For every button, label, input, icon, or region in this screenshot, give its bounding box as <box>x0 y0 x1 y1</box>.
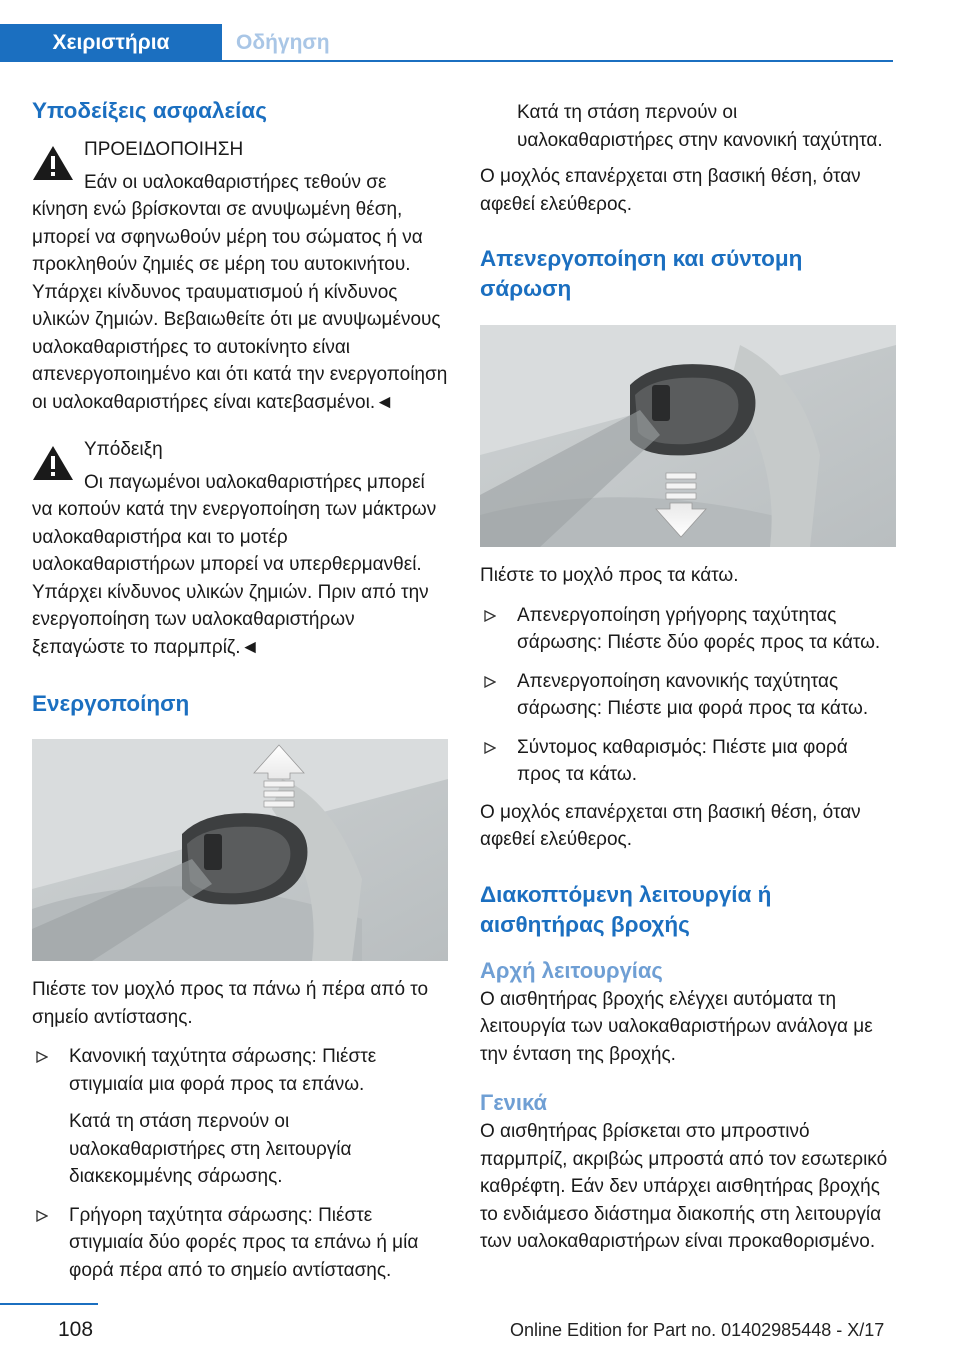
step-subtext-continued: Κατά τη στάση περνούν οι υαλοκαθαριστήρες στην κανονική ταχύτητα. <box>517 102 883 151</box>
heading-general: Γενικά <box>480 1090 548 1115</box>
heading-intermittent: Διακοπτόμενη λειτουργία ή αισθητήρας βροχής <box>480 881 772 937</box>
deactivation-steps <box>480 602 896 789</box>
list-item <box>480 668 896 723</box>
warning-text: κίνηση ενώ βρίσκονται σε ανυψωμένη θέση, μπορεί να σφηνωθούν μέρη του σώματος ή να προκληθούν ζημιές σε μέρη του αυτοκινήτου. Υπάρχει κίνδυνος τραυματισμού ή κίνδυνος υλικών ζημιών. Βεβαιωθείτε ότι με ανυψωμένους υαλοκαθαριστήρες το αυτοκίνητο είναι απενεργοποιημένο και ότι κατά την ενεργοποίηση οι υαλοκαθαριστήρες είναι κατεβασμένοι.◄ <box>32 199 448 413</box>
page-number: 108 <box>58 1318 94 1341</box>
step-subtext: Κατά τη στάση περνούν οι υαλοκαθαριστήρες στη λειτουργία διακεκομμένης σάρωσης. <box>69 1111 352 1187</box>
triangle-bullet-icon <box>36 1051 48 1063</box>
triangle-bullet-icon <box>484 676 496 688</box>
caption-deactivation: Πιέστε το μοχλό προς τα κάτω. <box>480 565 739 586</box>
step-text: Γρήγορη ταχύτητα σάρωσης: Πιέστε στιγμιαία δύο φορές προς τα επάνω ή μία φορά πέρα από το σημείο αντίστασης. <box>69 1204 419 1281</box>
warning-block <box>32 136 448 416</box>
photo-lever-down <box>480 325 896 547</box>
heading-safety: Υποδείξεις ασφαλείας <box>32 98 267 123</box>
header-rule <box>0 60 893 62</box>
principle-text: Ο αισθητήρας βροχής ελέγχει αυτόματα τη λειτουργία των υαλοκαθαριστήρων ανάλογα με την ένταση της βροχής. <box>480 988 873 1065</box>
header-tabbar <box>0 24 893 62</box>
triangle-bullet-icon <box>36 1210 48 1222</box>
heading-principle: Αρχή λειτουργίας <box>480 957 663 983</box>
tab-controls[interactable]: Χειριστήρια <box>0 24 222 62</box>
lever-return-text-2: Ο μοχλός επανέρχεται στη βασική θέση, όταν αφεθεί ελεύθερος. <box>480 801 861 850</box>
tab-driving[interactable]: Οδήγηση <box>236 31 330 54</box>
triangle-bullet-icon <box>484 610 496 622</box>
note-block <box>32 436 448 661</box>
photo-lever-up <box>32 739 448 961</box>
edition-info: Online Edition for Part no. 01402985448 - X/17 <box>510 1320 885 1340</box>
list-item <box>32 1043 448 1191</box>
right-column <box>480 99 896 1256</box>
step-text: Σύντομος καθαρισμός: Πιέστε μια φορά προς τα κάτω. <box>517 736 848 785</box>
step-text: Κανονική ταχύτητα σάρωσης: Πιέστε στιγμιαία μια φορά προς τα επάνω. <box>69 1046 377 1095</box>
left-column <box>32 96 448 1284</box>
warning-triangle-icon <box>32 144 74 182</box>
heading-activation: Ενεργοποίηση <box>32 691 190 716</box>
note-text: να κοπούν κατά την ενεργοποίηση των μάκτρων υαλοκαθαριστήρα και το μοτέρ υαλοκαθαριστήρων μπορεί να υπερθερμανθεί. Υπάρχει κίνδυνος υλικών ζημιών. Πριν από την ενεργοποίηση των υαλοκαθαριστήρων ξεπαγώστε το παρμπρίζ.◄ <box>32 499 437 658</box>
step-text: Απενεργοποίηση κανονικής ταχύτητας σάρωσης: Πιέστε μια φορά προς τα κάτω. <box>517 670 869 719</box>
general-text: Ο αισθητήρας βρίσκεται στο μπροστινό παρμπρίζ, ακριβώς μπροστά από τον εσωτερικό καθρέφτη. Εάν δεν υπάρχει αισθητήρας βροχής το ενδιάμεσο διάστημα διακοπής στη λειτουργία των υαλοκαθαριστήρων είναι προκαθορισμένο. <box>480 1121 888 1252</box>
activation-steps <box>32 1043 448 1284</box>
warning-triangle-icon <box>32 444 74 482</box>
warning-title: ΠΡΟΕΙΔΟΠΟΙΗΣΗ <box>84 139 244 160</box>
lever-return-text: Ο μοχλός επανέρχεται στη βασική θέση, όταν αφεθεί ελεύθερος. <box>480 166 861 215</box>
heading-deactivation: Απενεργοποίηση και σύντομη σάρωση <box>480 246 803 301</box>
warning-first-line: Εάν οι υαλοκαθαριστήρες τεθούν σε <box>84 171 387 193</box>
note-first-line: Οι παγωμένοι υαλοκαθαριστήρες μπορεί <box>84 471 425 493</box>
note-title: Υπόδειξη <box>84 439 163 460</box>
caption-activation: Πιέστε τον μοχλό προς τα πάνω ή πέρα από το σημείο αντίστασης. <box>32 979 429 1028</box>
step-text: Απενεργοποίηση γρήγορης ταχύτητας σάρωσης: Πιέστε δύο φορές προς τα κάτω. <box>517 604 881 653</box>
list-item <box>480 734 896 789</box>
list-item <box>32 1202 448 1285</box>
footer-rule <box>0 1303 98 1305</box>
list-item <box>480 602 896 657</box>
triangle-bullet-icon <box>484 742 496 754</box>
